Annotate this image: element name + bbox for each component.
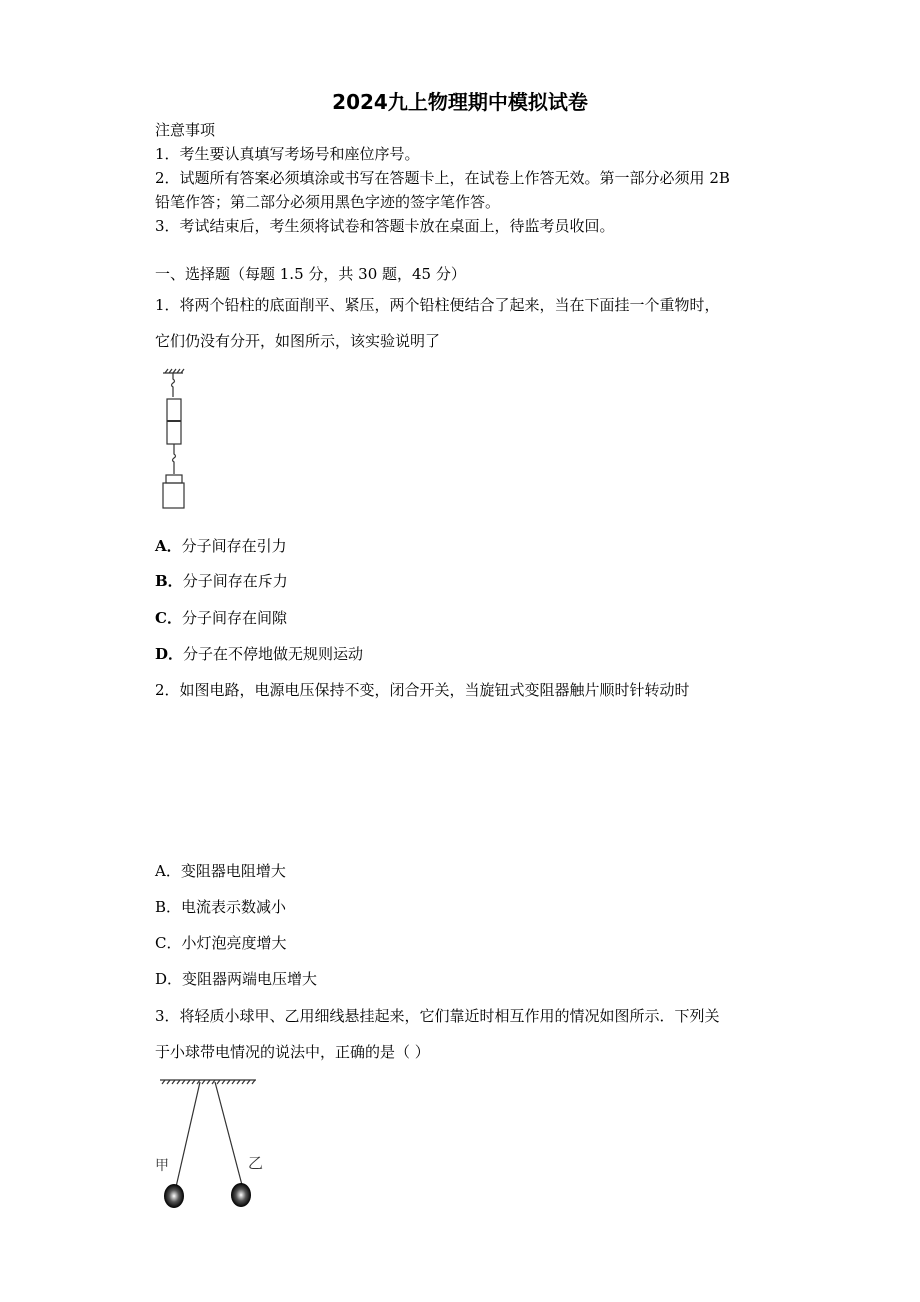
notice-item: 2．试题所有答案必须填涂或书写在答题卡上，在试卷上作答无效。第一部分必须用 2B [155, 169, 730, 187]
q2-option-c[interactable]: C．小灯泡亮度增大 [155, 934, 287, 952]
hanging-balls-figure [150, 1070, 270, 1215]
option-letter: A． [155, 537, 182, 555]
ball-yi [231, 1183, 251, 1207]
question-2-text: 2．如图电路，电源电压保持不变，闭合开关，当旋钮式变阻器触片顺时针转动时 [155, 681, 690, 699]
notice-item: 1．考生要认真填写考场号和座位序号。 [155, 145, 420, 163]
question-1-text: 1．将两个铅柱的底面削平、紧压，两个铅柱便结合了起来，当在下面挂一个重物时， [155, 296, 720, 314]
option-letter: B． [155, 572, 183, 590]
lead-cylinder-figure [150, 365, 200, 515]
label-jia: 甲 [155, 1158, 169, 1174]
option-text: 分子间存在斥力 [182, 572, 288, 590]
q1-option-d[interactable] [155, 644, 363, 664]
section-heading: 一、选择题（每题 1.5 分，共 30 题，45 分） [155, 265, 466, 283]
notice-item: 铅笔作答；第二部分必须用黑色字迹的签字笔作答。 [155, 193, 501, 211]
q2-option-d[interactable]: D．变阻器两端电压增大 [155, 970, 318, 988]
notice-heading: 注意事项 [155, 121, 216, 139]
question-3-text: 于小球带电情况的说法中，正确的是（ ） [155, 1043, 430, 1061]
option-letter: D． [155, 645, 184, 663]
q2-option-a[interactable]: A．变阻器电阻增大 [155, 862, 286, 880]
notice-item: 3．考试结束后，考生须将试卷和答题卡放在桌面上，待监考员收回。 [155, 217, 615, 235]
q1-option-c[interactable] [155, 608, 287, 628]
q1-option-a[interactable] [155, 536, 287, 556]
option-letter: C． [155, 609, 182, 627]
option-text: 分子间存在引力 [181, 537, 287, 555]
question-3-text: 3．将轻质小球甲、乙用细线悬挂起来，它们靠近时相互作用的情况如图所示．下列关 [155, 1007, 720, 1025]
option-text: 分子在不停地做无规则运动 [183, 645, 364, 663]
q1-option-b[interactable] [155, 571, 288, 591]
question-1-text: 它们仍没有分开，如图所示，该实验说明了 [155, 332, 441, 350]
page-title: 2024九上物理期中模拟试卷 [332, 90, 588, 114]
ball-jia [164, 1184, 184, 1208]
option-text: 分子间存在间隙 [181, 609, 287, 627]
q2-option-b[interactable]: B．电流表示数减小 [155, 898, 287, 916]
label-yi: 乙 [248, 1154, 264, 1172]
